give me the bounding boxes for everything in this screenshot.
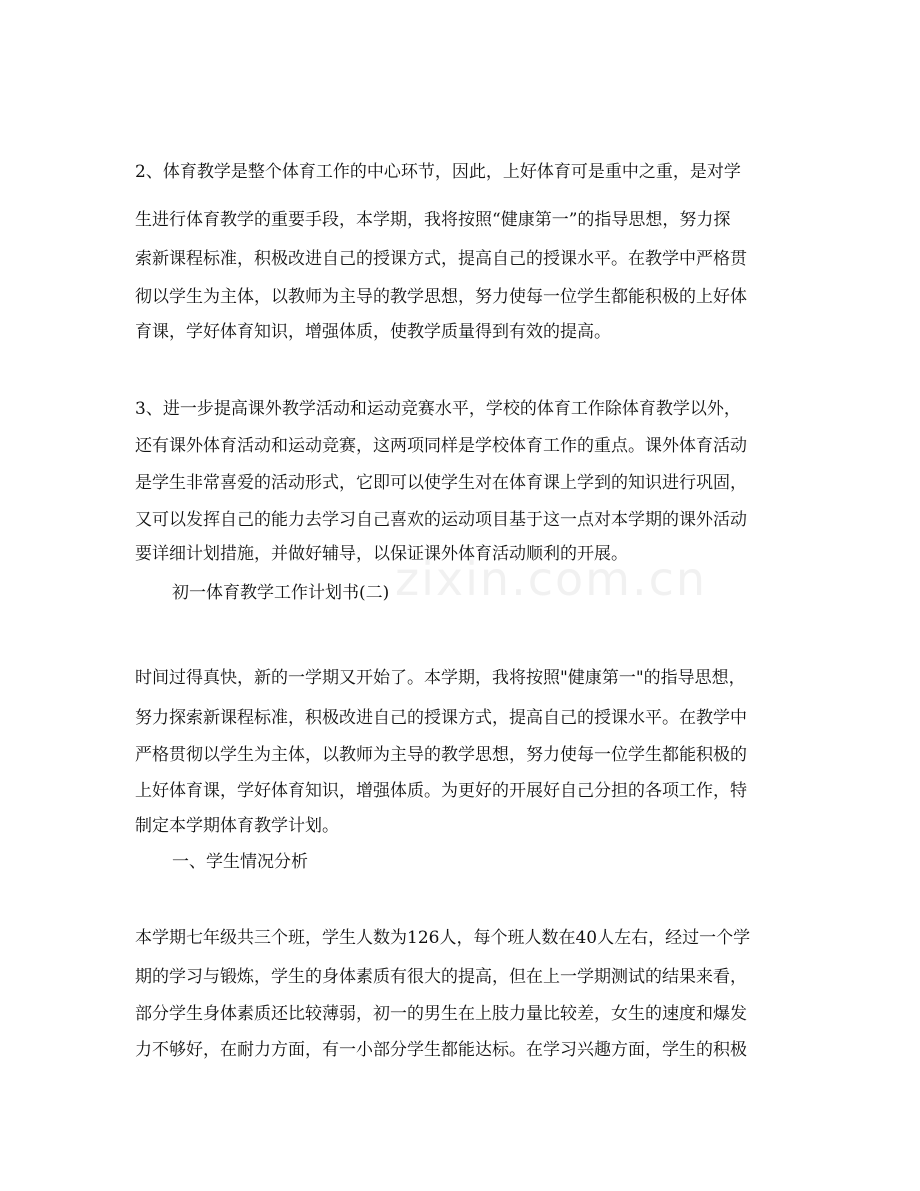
paragraph-3-line-1: 时间过得真快，新的一学期又开始了。本学期，我将按照"健康第一"的指导思想， <box>135 668 746 688</box>
paragraph-1-line-4: 彻以学生为主体，以教师为主导的教学思想，努力使每一位学生都能积极的上好体 <box>135 287 747 307</box>
paragraph-4-line-4: 力不够好，在耐力方面，有一小部分学生都能达标。在学习兴趣方面，学生的积极 <box>135 1040 747 1060</box>
paragraph-2-line-2: 还有课外体育活动和运动竞赛，这两项同样是学校体育工作的重点。课外体育活动 <box>135 436 747 456</box>
paragraph-3-line-2: 努力探索新课程标准，积极改进自己的授课方式，提高自己的授课水平。在教学中 <box>135 708 747 728</box>
paragraph-2-line-4: 又可以发挥自己的能力去学习自己喜欢的运动项目基于这一点对本学期的课外活动 <box>135 510 747 530</box>
paragraph-2-line-3: 是学生非常喜爱的活动形式，它即可以使学生对在体育课上学到的知识进行巩固， <box>135 473 747 493</box>
paragraph-2-line-5: 要详细计划措施，并做好辅导，以保证课外体育活动顺利的开展。 <box>135 544 628 564</box>
paragraph-1-line-2: 生进行体育教学的重要手段，本学期，我将按照“健康第一”的指导思想，努力探 <box>135 210 731 230</box>
paragraph-3-line-3: 严格贯彻以学生为主体，以教师为主导的教学思想，努力使每一位学生都能积极的 <box>135 745 747 765</box>
paragraph-4-line-2: 期的学习与锻炼，学生的身体素质有很大的提高，但在上一学期测试的结果来看， <box>135 967 747 987</box>
paragraph-1-line-3: 索新课程标准，积极改进自己的授课方式，提高自己的授课水平。在教学中严格贯 <box>135 249 747 269</box>
paragraph-2-line-1: 3、进一步提高课外教学活动和运动竞赛水平，学校的体育工作除体育教学以外， <box>135 399 741 419</box>
paragraph-3-line-4: 上好体育课，学好体育知识，增强体质。为更好的开展好自己分担的各项工作，特 <box>135 781 747 801</box>
paragraph-4-line-3: 部分学生身体素质还比较薄弱，初一的男生在上肢力量比较差，女生的速度和爆发 <box>135 1004 747 1024</box>
watermark: zixin.com.cn <box>395 552 708 606</box>
subheading-student-analysis: 一、学生情况分析 <box>172 852 308 872</box>
paragraph-1-line-5: 育课，学好体育知识，增强体质，使教学质量得到有效的提高。 <box>135 322 611 342</box>
paragraph-4-line-1: 本学期七年级共三个班，学生人数为126人，每个班人数在40人左右，经过一个学 <box>135 928 751 948</box>
section-title: 初一体育教学工作计划书(二) <box>172 583 390 603</box>
paragraph-1-line-1: 2、体育教学是整个体育工作的中心环节，因此，上好体育可是重中之重，是对学 <box>135 162 741 182</box>
paragraph-3-line-5: 制定本学期体育教学计划。 <box>135 816 339 836</box>
